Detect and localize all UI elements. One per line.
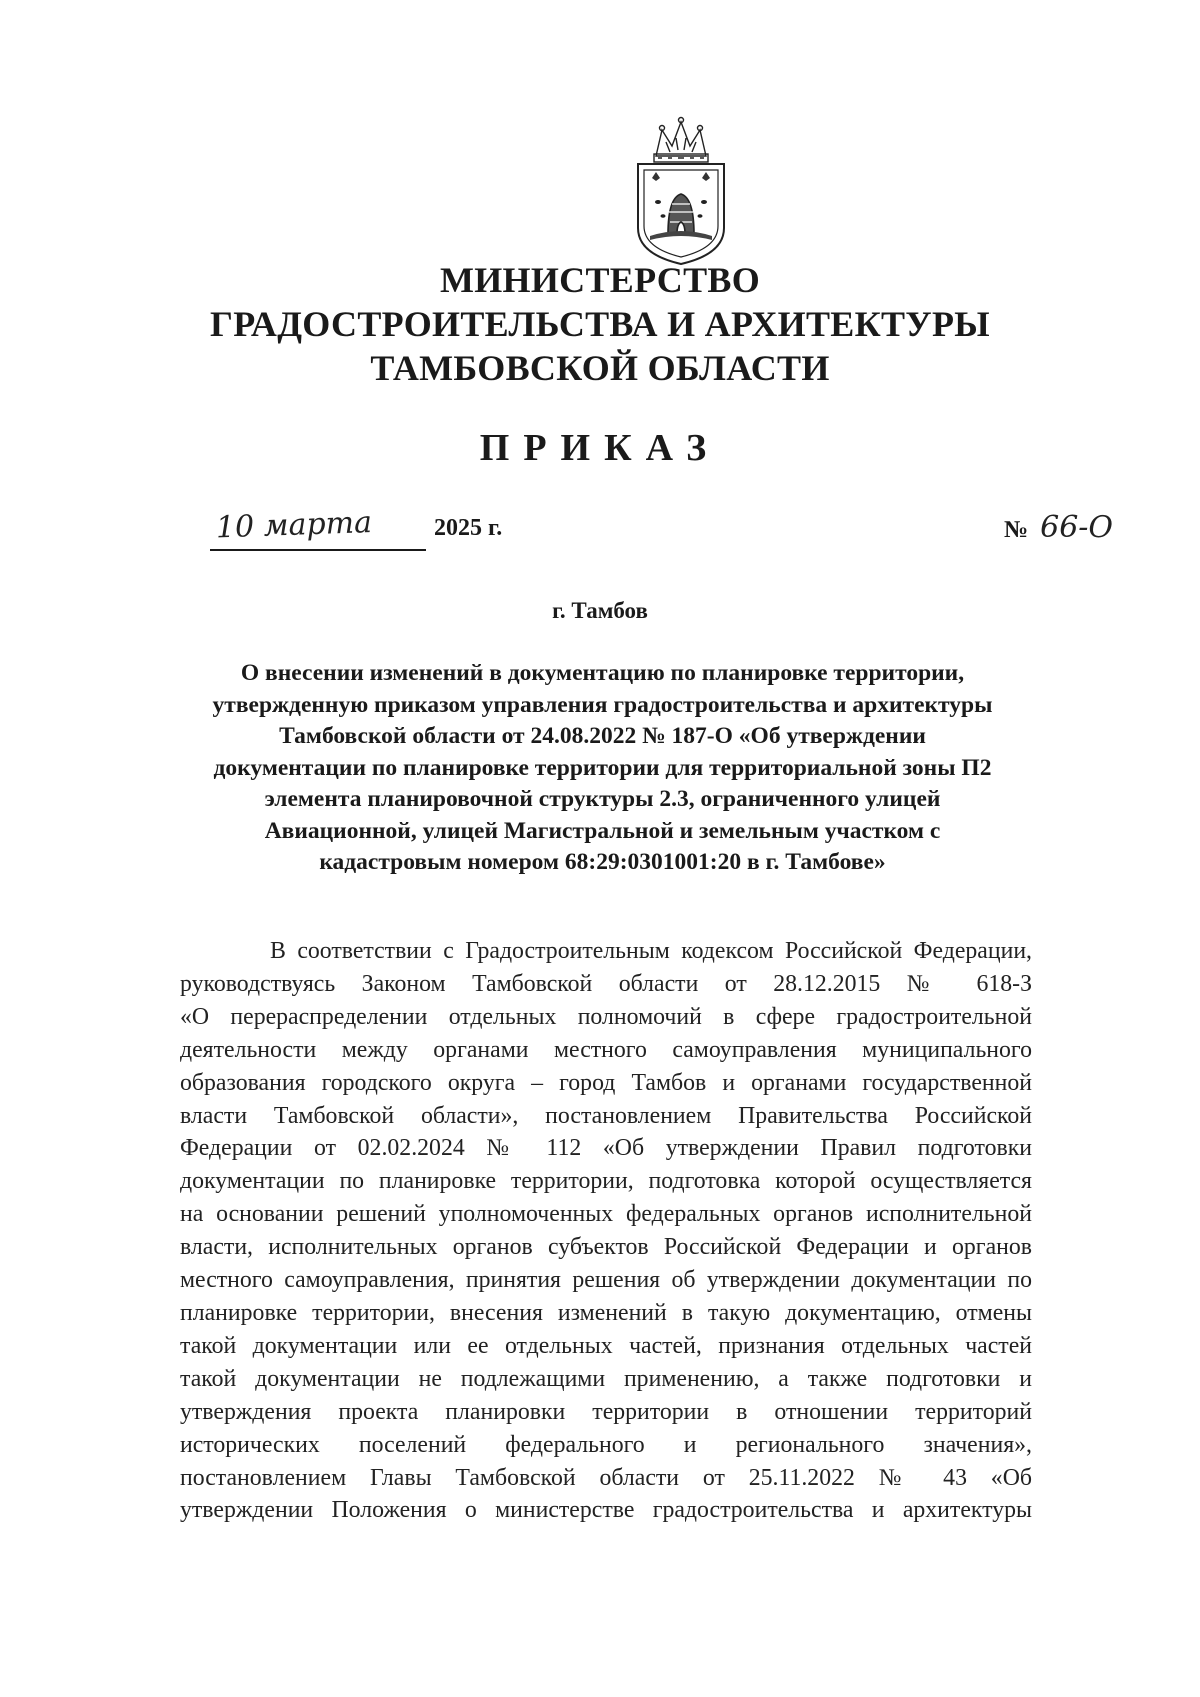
body-line: на основании решений уполномоченных федеральных органов исполнительной (180, 1201, 1032, 1228)
order-subject (175, 658, 1030, 879)
subject-line: Авиационной, улицей Магистральной и земельным участком с (264, 817, 941, 844)
body-line: образования городского округа – город Тамбов и органами государственной (180, 1069, 1032, 1096)
body-line: планировке территории, внесения изменений в такую документацию, отмены (180, 1299, 1032, 1326)
ministry-title-line-2: ГРАДОСТРОИТЕЛЬСТВА И АРХИТЕКТУРЫ (210, 304, 990, 344)
body-line: исторических поселений федерального и регионального значения», (180, 1431, 1032, 1458)
handwritten-number: 66-О (1040, 510, 1114, 545)
date-year: 2025 г. (434, 515, 503, 541)
body-line: руководствуясь Законом Тамбовской области от 28.12.2015 № 618-З (180, 970, 1032, 997)
body-line: В соответствии с Градостроительным кодексом Российской Федерации, (270, 938, 1032, 964)
order-body (180, 935, 1032, 1527)
body-line: Федерации от 02.02.2024 № 112 «Об утверждении Правил подготовки (180, 1135, 1032, 1162)
ministry-title-line-1: МИНИСТЕРСТВО (439, 260, 761, 300)
body-line: «О перераспределении отдельных полномочий в сфере градостроительной (180, 1003, 1032, 1030)
body-line: утверждения проекта планировки территории в отношении территорий (180, 1398, 1032, 1425)
body-line: постановлением Главы Тамбовской области от 25.11.2022 № 43 «Об (180, 1464, 1032, 1491)
body-line: местного самоуправления, принятия решения об утверждении документации по (180, 1267, 1032, 1294)
subject-line: кадастровым номером 68:29:0301001:20 в г. Тамбове» (319, 849, 886, 875)
body-line: такой документации или ее отдельных частей, признания отдельных частей (180, 1332, 1032, 1359)
body-line: деятельности между органами местного самоуправления муниципального (180, 1036, 1032, 1063)
number-sign: № (1004, 517, 1029, 543)
subject-line: документации по планировке территории для территориальной зоны П2 (213, 754, 992, 781)
subject-line: элемента планировочной структуры 2.3, ограниченного улицей (264, 786, 941, 812)
body-line: такой документации не подлежащими применению, а также подготовки и (180, 1365, 1032, 1392)
body-line: документации по планировке территории, подготовка которой осуществляется (180, 1168, 1032, 1195)
ministry-title-line-3: ТАМБОВСКОЙ ОБЛАСТИ (370, 348, 830, 388)
date-underline (210, 549, 426, 551)
subject-line: утвержденную приказом управления градостроительства и архитектуры (212, 691, 993, 718)
body-line: власти, исполнительных органов субъектов Российской Федерации и органов (180, 1234, 1032, 1261)
document-type-heading: ПРИКАЗ (479, 427, 721, 469)
body-line: утверждении Положения о министерстве градостроительства и архитектуры (180, 1497, 1032, 1524)
body-line: власти Тамбовской области», постановлением Правительства Российской (180, 1102, 1032, 1129)
order-number (1004, 510, 1113, 545)
handwritten-date: 10 марта (215, 505, 373, 546)
city-line: г. Тамбов (552, 598, 648, 623)
subject-line: О внесении изменений в документацию по планировке территории, (240, 660, 965, 686)
subject-line: Тамбовской области от 24.08.2022 № 187-О «Об утверждении (279, 723, 926, 749)
coat-of-arms-icon (618, 116, 744, 266)
